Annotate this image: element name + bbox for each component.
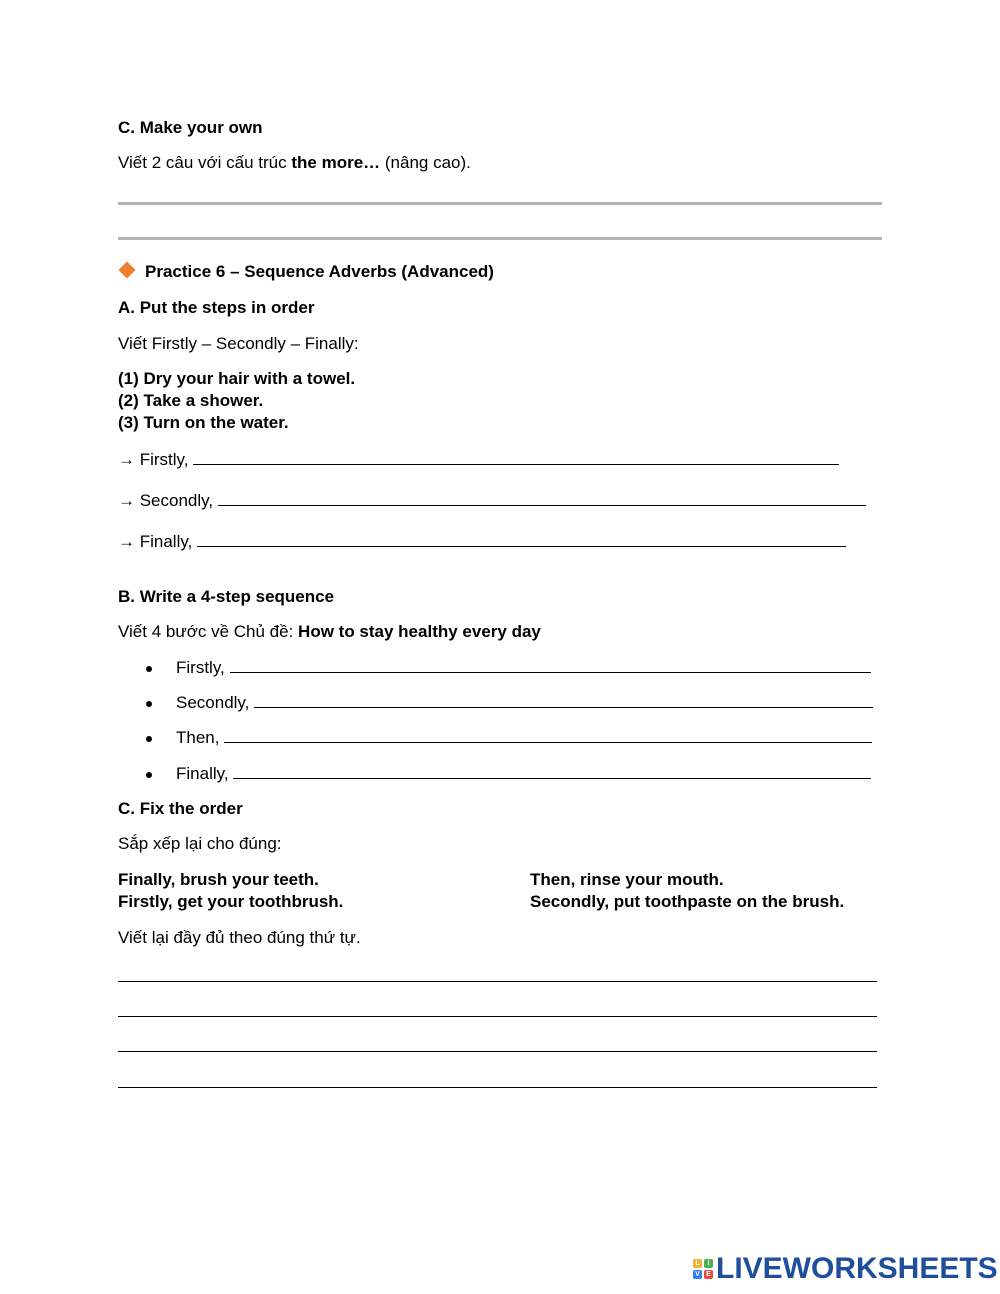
instr-prefix: Viết 4 bước về Chủ đề: [118, 622, 299, 641]
liveworksheets-logo[interactable] [693, 1252, 998, 1286]
step-item: (2) Take a shower. [118, 391, 264, 410]
writing-line[interactable] [118, 1051, 877, 1052]
bullet-icon [146, 772, 152, 778]
list-item [176, 657, 871, 679]
answer-blank[interactable] [230, 658, 871, 673]
answer-blank[interactable] [193, 450, 839, 465]
logo-tile: I [704, 1259, 713, 1268]
answer-rule-2[interactable] [118, 237, 882, 240]
diamond-icon [119, 262, 136, 279]
logo-tile: E [704, 1270, 713, 1279]
section-b-instruction [118, 621, 541, 643]
answer-blank[interactable] [218, 491, 866, 506]
scrambled-sentence: Then, rinse your mouth. [530, 870, 724, 889]
writing-line[interactable] [118, 981, 877, 982]
list-label: Secondly, [176, 693, 250, 712]
scrambled-sentence: Finally, brush your teeth. [118, 870, 319, 889]
scrambled-sentence: Firstly, get your toothbrush. [118, 892, 344, 911]
section-a-heading: A. Put the steps in order [118, 298, 315, 317]
section-a-instruction: Viết Firstly – Secondly – Finally: [118, 334, 359, 353]
instr-prefix: Viết 2 câu với cấu trúc [118, 153, 292, 172]
answer-blank[interactable] [197, 532, 846, 547]
answer-label: → Secondly, [118, 491, 214, 510]
answer-blank[interactable] [254, 693, 873, 708]
answer-line [118, 490, 866, 512]
list-item [176, 692, 873, 714]
section-b-heading: B. Write a 4-step sequence [118, 587, 335, 606]
writing-line[interactable] [118, 1087, 877, 1088]
scrambled-sentence: Secondly, put toothpaste on the brush. [530, 892, 845, 911]
instr-bold: How to stay healthy every day [298, 622, 541, 641]
answer-line [118, 449, 839, 471]
instr-bold: the more… [291, 153, 381, 172]
section-c-heading: C. Make your own [118, 118, 263, 137]
bullet-icon [146, 736, 152, 742]
logo-text: LIVEWORKSHEETS [716, 1252, 998, 1285]
answer-blank[interactable] [224, 728, 872, 743]
writing-line[interactable] [118, 1016, 877, 1017]
section-c-instruction [118, 152, 471, 174]
rewrite-instruction: Viết lại đầy đủ theo đúng thứ tự. [118, 928, 361, 947]
list-label: Firstly, [176, 658, 225, 677]
section-c2-instruction: Sắp xếp lại cho đúng: [118, 834, 282, 853]
list-item [176, 763, 871, 785]
bullet-icon [146, 666, 152, 672]
logo-mark-icon [693, 1259, 713, 1279]
answer-label: → Firstly, [118, 450, 189, 469]
section-c2-heading: C. Fix the order [118, 799, 243, 818]
logo-tile: L [693, 1259, 702, 1268]
step-item: (1) Dry your hair with a towel. [118, 369, 356, 388]
step-item: (3) Turn on the water. [118, 413, 289, 432]
answer-blank[interactable] [233, 764, 871, 779]
practice-title-text: Practice 6 – Sequence Adverbs (Advanced) [145, 262, 494, 281]
answer-rule-1[interactable] [118, 202, 882, 205]
instr-suffix: (nâng cao). [380, 153, 471, 172]
answer-label: → Finally, [118, 532, 193, 551]
logo-tile: V [693, 1270, 702, 1279]
list-label: Then, [176, 728, 220, 747]
list-label: Finally, [176, 764, 229, 783]
answer-line [118, 531, 846, 553]
practice-title [121, 261, 494, 283]
bullet-icon [146, 701, 152, 707]
list-item [176, 727, 872, 749]
